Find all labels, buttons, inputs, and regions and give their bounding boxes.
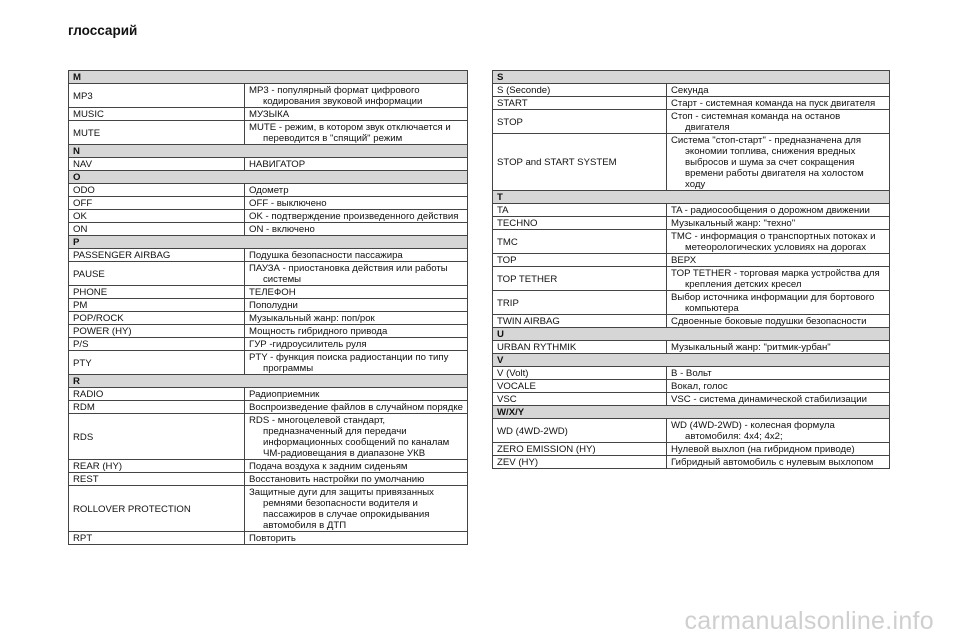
glossary-definition-cell (667, 230, 890, 254)
glossary-row (69, 486, 468, 532)
glossary-term: OK (69, 210, 245, 223)
glossary-term: REST (69, 473, 245, 486)
section-letter: N (69, 145, 468, 158)
glossary-body-left (69, 71, 468, 545)
section-letter: R (69, 375, 468, 388)
glossary-term: ZERO EMISSION (HY) (493, 443, 667, 456)
glossary-row (69, 121, 468, 145)
section-header (493, 191, 890, 204)
glossary-definition-cell (245, 108, 468, 121)
glossary-definition: Защитные дуги для защиты привязанных ремнями безопасности водителя и пассажиров в случае опрокидывания автомобиля в ДТП (249, 487, 434, 531)
watermark: carmanualsonline.info (684, 607, 934, 635)
glossary-table-right (492, 70, 890, 469)
glossary-term: S (Seconde) (493, 84, 667, 97)
glossary-term: PM (69, 299, 245, 312)
glossary-term: START (493, 97, 667, 110)
glossary-definition-cell (245, 197, 468, 210)
glossary-definition: Подушка безопасности пассажира (249, 250, 403, 261)
glossary-definition-cell (667, 456, 890, 469)
glossary-definition-cell (245, 532, 468, 545)
section-header (69, 145, 468, 158)
section-letter: W/X/Y (493, 406, 890, 419)
glossary-definition: WD (4WD-2WD) - колесная формула автомобиля: 4x4; 4x2; (671, 420, 835, 442)
glossary-definition-cell (667, 84, 890, 97)
glossary-definition: Стоп - системная команда на останов двигателя (671, 111, 841, 133)
glossary-definition-cell (667, 217, 890, 230)
glossary-definition: Подача воздуха к задним сиденьям (249, 461, 408, 472)
page-title: глоссарий (68, 23, 138, 38)
glossary-table-left (68, 70, 468, 545)
glossary-body-right (493, 71, 890, 469)
glossary-row (69, 338, 468, 351)
section-letter: U (493, 328, 890, 341)
glossary-definition-cell (245, 473, 468, 486)
glossary-row (493, 204, 890, 217)
glossary-term: REAR (HY) (69, 460, 245, 473)
glossary-row (69, 473, 468, 486)
glossary-definition: VSC - система динамической стабилизации (671, 394, 867, 405)
glossary-row (493, 380, 890, 393)
glossary-term: STOP and START SYSTEM (493, 134, 667, 191)
glossary-definition: TMC - информация о транспортных потоках и метеорологических условиях на дорогах (671, 231, 876, 253)
glossary-definition-cell (667, 254, 890, 267)
glossary-row (493, 84, 890, 97)
glossary-term: V (Volt) (493, 367, 667, 380)
glossary-definition-cell (667, 419, 890, 443)
section-header (69, 171, 468, 184)
glossary-definition: Музыкальный жанр: "техно" (671, 218, 796, 229)
section-header (493, 71, 890, 84)
glossary-definition: Воспроизведение файлов в случайном порядке (249, 402, 463, 413)
glossary-definition-cell (245, 338, 468, 351)
glossary-term: P/S (69, 338, 245, 351)
glossary-definition: PTY - функция поиска радиостанции по типу программы (249, 352, 449, 374)
glossary-definition: MUTE - режим, в котором звук отключается и переводится в "спящий" режим (249, 122, 451, 144)
glossary-row (493, 315, 890, 328)
section-header (69, 236, 468, 249)
glossary-definition-cell (245, 210, 468, 223)
glossary-term: PHONE (69, 286, 245, 299)
glossary-term: ROLLOVER PROTECTION (69, 486, 245, 532)
glossary-definition-cell (245, 223, 468, 236)
glossary-definition-cell (667, 367, 890, 380)
glossary-term: URBAN RYTHMIK (493, 341, 667, 354)
section-letter: T (493, 191, 890, 204)
glossary-definition: ТЕЛЕФОН (249, 287, 296, 298)
section-letter: O (69, 171, 468, 184)
glossary-term: MP3 (69, 84, 245, 108)
glossary-definition: ВЕРХ (671, 255, 697, 266)
glossary-definition-cell (667, 204, 890, 217)
glossary-row (69, 84, 468, 108)
glossary-row (69, 249, 468, 262)
glossary-term: WD (4WD-2WD) (493, 419, 667, 443)
glossary-definition: Система "стоп-старт" - предназначена для экономии топлива, снижения вредных выбросов и шума за счет сокращения времени работы двигателя на холостом ходу (671, 135, 864, 190)
glossary-term: VOCALE (493, 380, 667, 393)
glossary-row (493, 230, 890, 254)
glossary-definition-cell (245, 312, 468, 325)
section-header (493, 354, 890, 367)
glossary-definition-cell (245, 351, 468, 375)
glossary-term: RPT (69, 532, 245, 545)
glossary-definition: МУЗЫКА (249, 109, 290, 120)
glossary-definition-cell (245, 486, 468, 532)
glossary-definition: Мощность гибридного привода (249, 326, 388, 337)
glossary-row (69, 325, 468, 338)
glossary-row (69, 286, 468, 299)
glossary-definition: Гибридный автомобиль с нулевым выхлопом (671, 457, 874, 468)
glossary-row (493, 134, 890, 191)
glossary-definition-cell (667, 97, 890, 110)
section-letter: P (69, 236, 468, 249)
glossary-definition-cell (667, 443, 890, 456)
glossary-definition-cell (245, 262, 468, 286)
glossary-term: RDS (69, 414, 245, 460)
glossary-row (493, 110, 890, 134)
glossary-row (69, 197, 468, 210)
glossary-row (493, 291, 890, 315)
glossary-term: ON (69, 223, 245, 236)
glossary-term: TRIP (493, 291, 667, 315)
glossary-row (69, 460, 468, 473)
glossary-row (69, 414, 468, 460)
section-header (493, 328, 890, 341)
glossary-row (493, 367, 890, 380)
glossary-term: POWER (HY) (69, 325, 245, 338)
glossary-definition-cell (245, 388, 468, 401)
glossary-row (493, 267, 890, 291)
glossary-term: PAUSE (69, 262, 245, 286)
glossary-row (69, 223, 468, 236)
glossary-row (493, 456, 890, 469)
glossary-definition: Музыкальный жанр: поп/рок (249, 313, 375, 324)
glossary-definition-cell (245, 249, 468, 262)
glossary-row (69, 312, 468, 325)
glossary-row (69, 388, 468, 401)
glossary-definition: Выбор источника информации для бортового компьютера (671, 292, 875, 314)
glossary-definition-cell (667, 315, 890, 328)
glossary-term: STOP (493, 110, 667, 134)
glossary-term: MUSIC (69, 108, 245, 121)
glossary-row (69, 532, 468, 545)
glossary-definition: OK - подтверждение произведенного действия (249, 211, 459, 222)
glossary-term: TMC (493, 230, 667, 254)
glossary-row (493, 254, 890, 267)
glossary-definition: Музыкальный жанр: "ритмик-урбан" (671, 342, 831, 353)
glossary-definition: ON - включено (249, 224, 315, 235)
glossary-term: MUTE (69, 121, 245, 145)
glossary-term: TECHNO (493, 217, 667, 230)
glossary-definition-cell (245, 84, 468, 108)
glossary-definition: MP3 - популярный формат цифрового кодирования звуковой информации (249, 85, 423, 107)
glossary-term: TWIN AIRBAG (493, 315, 667, 328)
glossary-definition-cell (245, 325, 468, 338)
glossary-row (69, 299, 468, 312)
glossary-definition: Пополудни (249, 300, 298, 311)
glossary-definition: Радиоприемник (249, 389, 320, 400)
glossary-definition: ГУР -гидроусилитель руля (249, 339, 367, 350)
glossary-row (69, 210, 468, 223)
glossary-definition: Восстановить настройки по умолчанию (249, 474, 425, 485)
glossary-definition: Секунда (671, 85, 709, 96)
glossary-row (69, 184, 468, 197)
section-letter: S (493, 71, 890, 84)
glossary-term: NAV (69, 158, 245, 171)
glossary-definition: RDS - многоцелевой стандарт, предназначенный для передачи информационных сообщений по каналам ЧМ-радиовещания в диапазоне УКВ (249, 415, 450, 459)
glossary-row (69, 351, 468, 375)
glossary-definition: Вокал, голос (671, 381, 728, 392)
glossary-term: RDM (69, 401, 245, 414)
glossary-term: VSC (493, 393, 667, 406)
glossary-term: ODO (69, 184, 245, 197)
glossary-definition-cell (245, 401, 468, 414)
glossary-definition: Нулевой выхлоп (на гибридном приводе) (671, 444, 855, 455)
glossary-row (493, 97, 890, 110)
glossary-definition-cell (667, 291, 890, 315)
glossary-definition: НАВИГАТОР (249, 159, 306, 170)
glossary-row (69, 262, 468, 286)
glossary-definition-cell (245, 299, 468, 312)
glossary-definition-cell (245, 286, 468, 299)
glossary-definition-cell (667, 393, 890, 406)
glossary-definition: Повторить (249, 533, 296, 544)
glossary-row (69, 108, 468, 121)
section-letter: V (493, 354, 890, 367)
glossary-row (493, 393, 890, 406)
glossary-definition: TA - радиосообщения о дорожном движении (671, 205, 870, 216)
glossary-row (493, 341, 890, 354)
glossary-term: PTY (69, 351, 245, 375)
glossary-definition-cell (245, 158, 468, 171)
glossary-term: RADIO (69, 388, 245, 401)
glossary-definition-cell (245, 121, 468, 145)
glossary-term: TOP TETHER (493, 267, 667, 291)
glossary-definition-cell (245, 184, 468, 197)
glossary-definition: Старт - системная команда на пуск двигателя (671, 98, 876, 109)
section-header (69, 375, 468, 388)
glossary-definition-cell (245, 460, 468, 473)
glossary-definition-cell (667, 341, 890, 354)
glossary-definition: TOP TETHER - торговая марка устройства для крепления детских кресел (671, 268, 880, 290)
section-header (493, 406, 890, 419)
glossary-definition: Одометр (249, 185, 289, 196)
glossary-definition: ПАУЗА - приостановка действия или работы системы (249, 263, 448, 285)
glossary-row (69, 158, 468, 171)
glossary-definition-cell (667, 380, 890, 393)
glossary-row (493, 443, 890, 456)
section-letter: M (69, 71, 468, 84)
glossary-definition: OFF - выключено (249, 198, 327, 209)
glossary-term: POP/ROCK (69, 312, 245, 325)
glossary-definition-cell (245, 414, 468, 460)
glossary-term: OFF (69, 197, 245, 210)
glossary-definition-cell (667, 267, 890, 291)
glossary-row (69, 401, 468, 414)
glossary-row (493, 419, 890, 443)
glossary-term: TA (493, 204, 667, 217)
glossary-definition: В - Вольт (671, 368, 712, 379)
glossary-term: TOP (493, 254, 667, 267)
glossary-term: PASSENGER AIRBAG (69, 249, 245, 262)
glossary-definition-cell (667, 134, 890, 191)
glossary-row (493, 217, 890, 230)
glossary-definition-cell (667, 110, 890, 134)
section-header (69, 71, 468, 84)
glossary-term: ZEV (HY) (493, 456, 667, 469)
glossary-definition: Сдвоенные боковые подушки безопасности (671, 316, 867, 327)
